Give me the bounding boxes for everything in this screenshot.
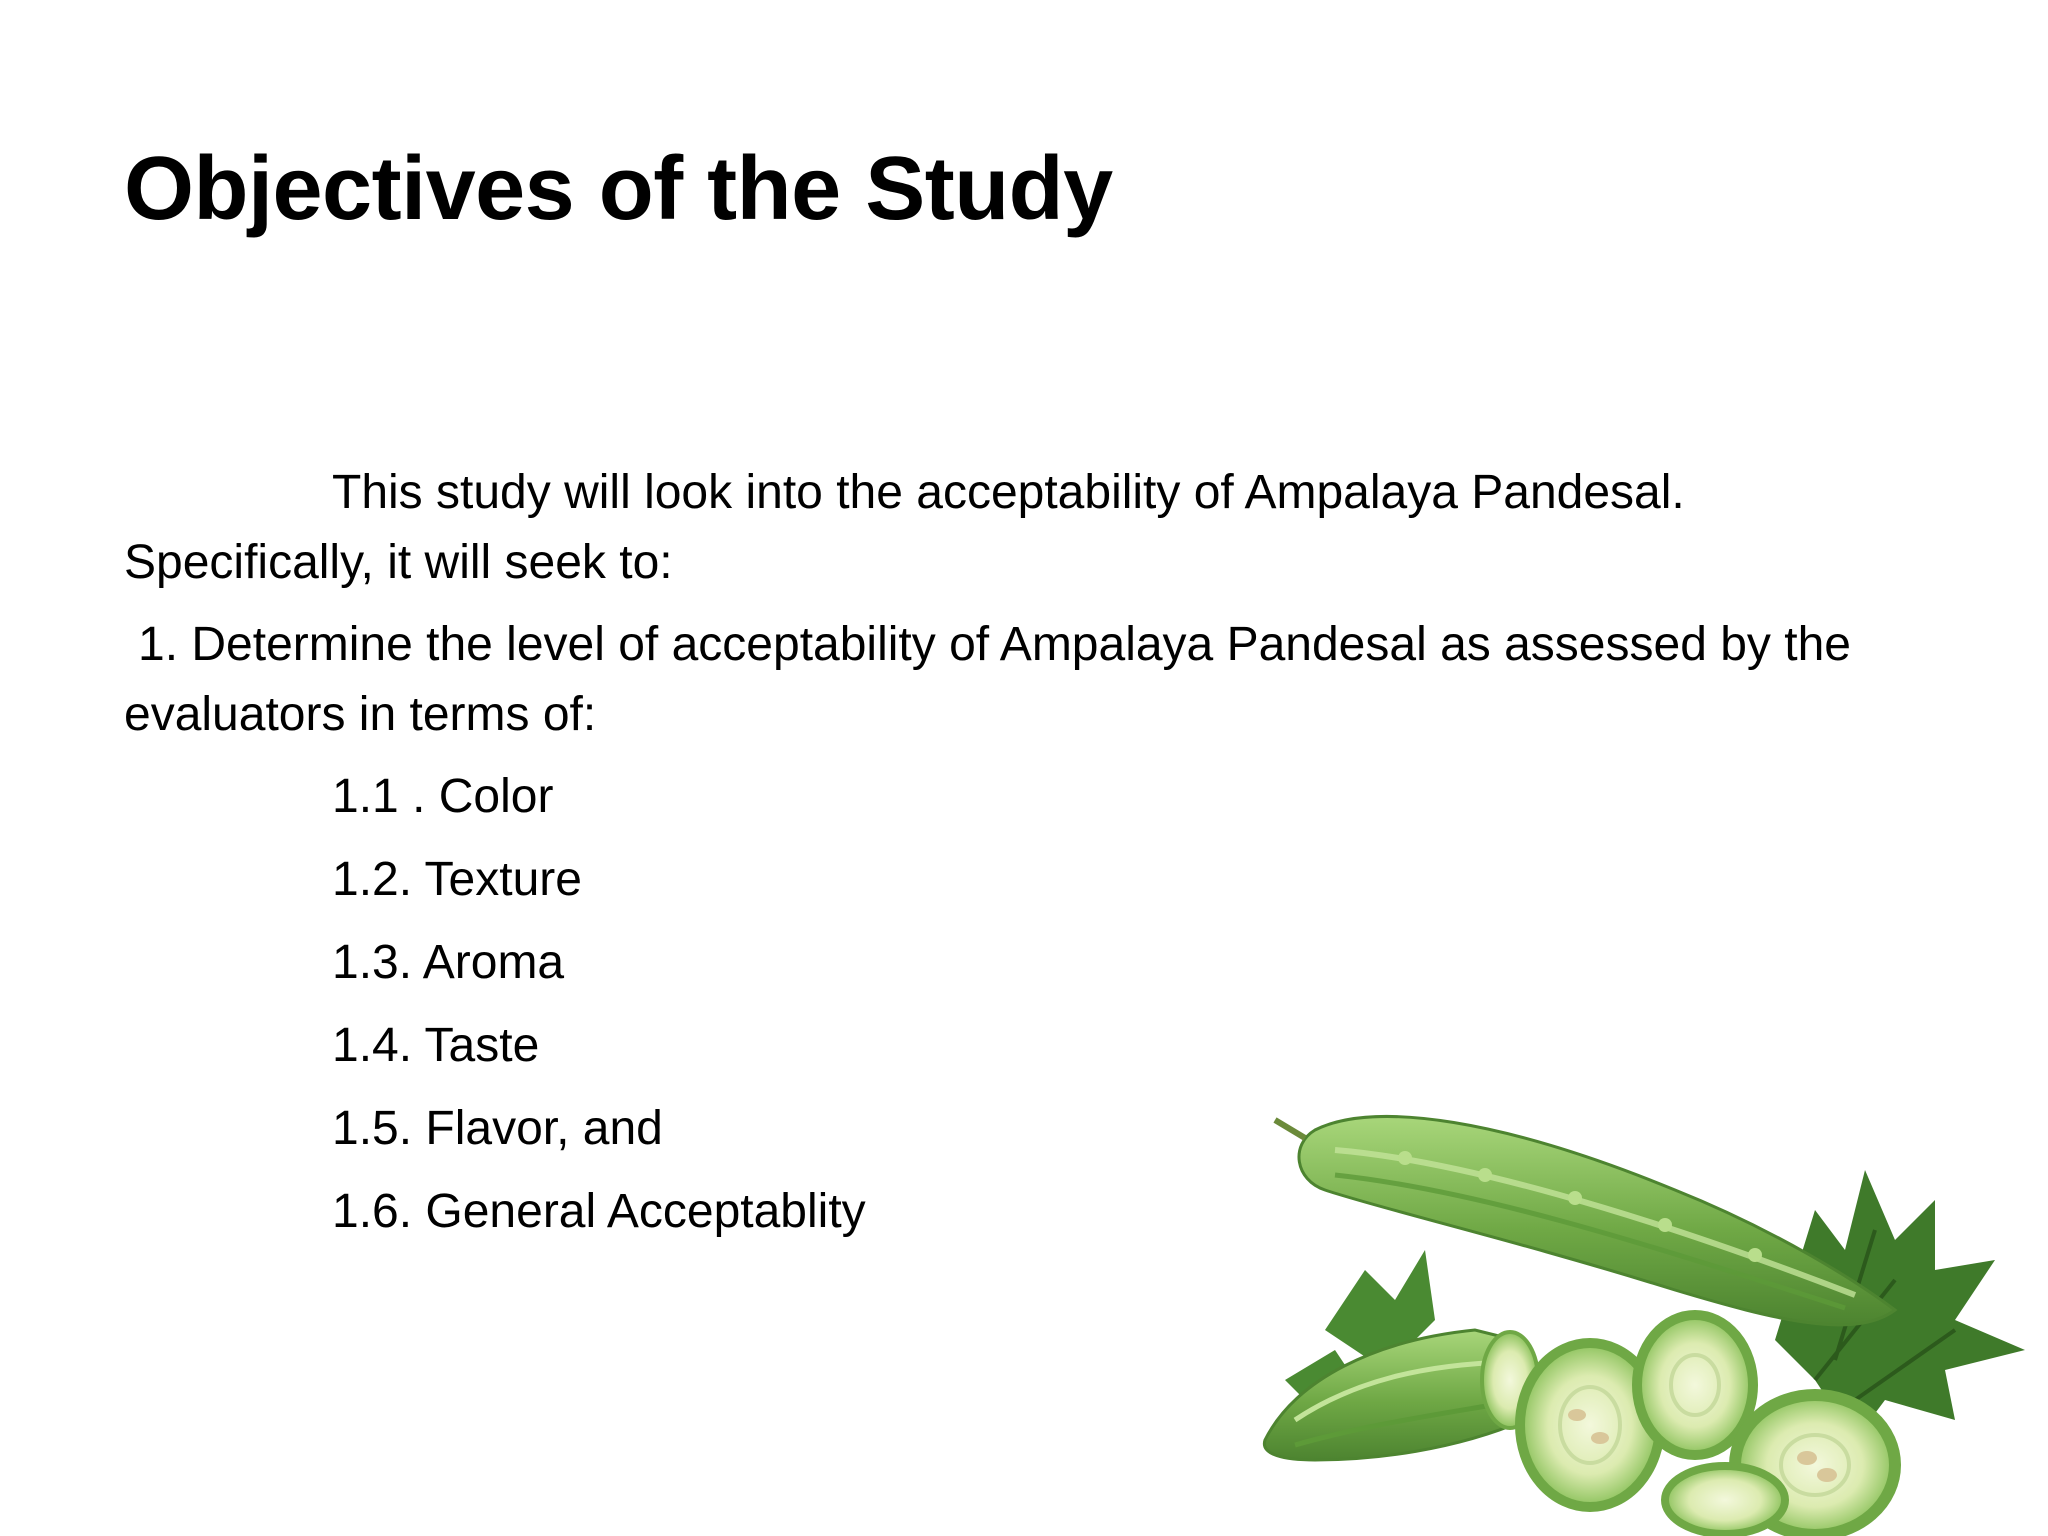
criteria-item-general-acceptability: 1.6. General Acceptablity <box>332 1185 866 1238</box>
criteria-item-aroma: 1.3. Aroma <box>332 936 565 989</box>
criteria-item-taste: 1.4. Taste <box>332 1019 540 1072</box>
criteria-item-color: 1.1 . Color <box>332 770 554 823</box>
criteria-item-texture: 1.2. Texture <box>332 853 582 906</box>
intro-line-1: This study will look into the acceptability of Ampalaya Pandesal. <box>332 466 1685 519</box>
slide-title: Objectives of the Study <box>124 139 1113 239</box>
gourd-half-icon <box>1264 1330 1538 1460</box>
intro-paragraph <box>124 458 1924 598</box>
bitter-gourd-illustration <box>1255 1080 2035 1536</box>
objective-1: 1. Determine the level of acceptability of Ampalaya Pandesal as assessed by the evaluators in terms of: <box>124 618 1851 741</box>
criteria-item-flavor: 1.5. Flavor, and <box>332 1102 663 1155</box>
intro-line-2: Specifically, it will seek to: <box>124 536 673 589</box>
